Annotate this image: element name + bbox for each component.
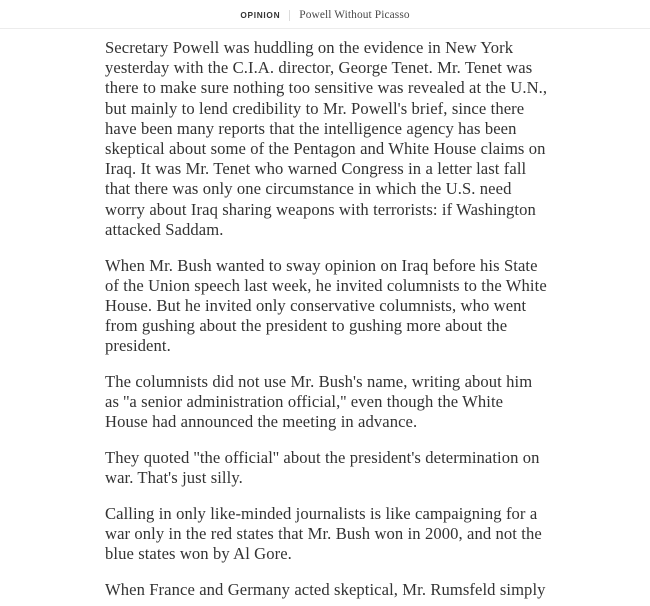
section-label-opinion[interactable]: OPINION: [240, 10, 281, 21]
article-body: [0, 29, 650, 600]
kicker-inner: [240, 10, 409, 21]
article-kicker-bar: [0, 0, 650, 29]
article-text-column: [105, 29, 548, 600]
article-paragraph: They quoted ''the official'' about the president's determination on war. That's just silly.: [105, 448, 540, 488]
article-paragraph: When Mr. Bush wanted to sway opinion on Iraq before his State of the Union speech last week, he invited columnists to the White House. But he invited only conservative columnists, who went from gushing about the president to gushing more about the president.: [105, 255, 547, 356]
article-paragraph: The columnists did not use Mr. Bush's name, writing about him as ''a senior administration official,'' even though the White House had announced the meeting in advance.: [105, 372, 533, 432]
article-paragraph: When France and Germany acted skeptical, Mr. Rumsfeld simply: [105, 580, 546, 600]
header-divider-rule: [0, 28, 650, 29]
vertical-divider-icon: [289, 10, 290, 21]
article-title-kicker[interactable]: Powell Without Picasso: [299, 8, 410, 21]
article-paragraph: Secretary Powell was huddling on the evidence in New York yesterday with the C.I.A. director, George Tenet. Mr. Tenet was there to make sure nothing too sensitive was revealed at the U.N., but mainly to lend credibility to Mr. Powell's brief, since there have been many reports that the intelligence agency has been skeptical about some of the Pentagon and White House claims on Iraq. It was Mr. Tenet who warned Congress in a letter last fall that there was only one circumstance in which the U.S. need worry about Iraq sharing weapons with terrorists: if Washington attacked Saddam.: [105, 38, 548, 239]
article-paragraph: Calling in only like-minded journalists is like campaigning for a war only in the red states that Mr. Bush won in 2000, and not the blue states won by Al Gore.: [105, 504, 542, 564]
